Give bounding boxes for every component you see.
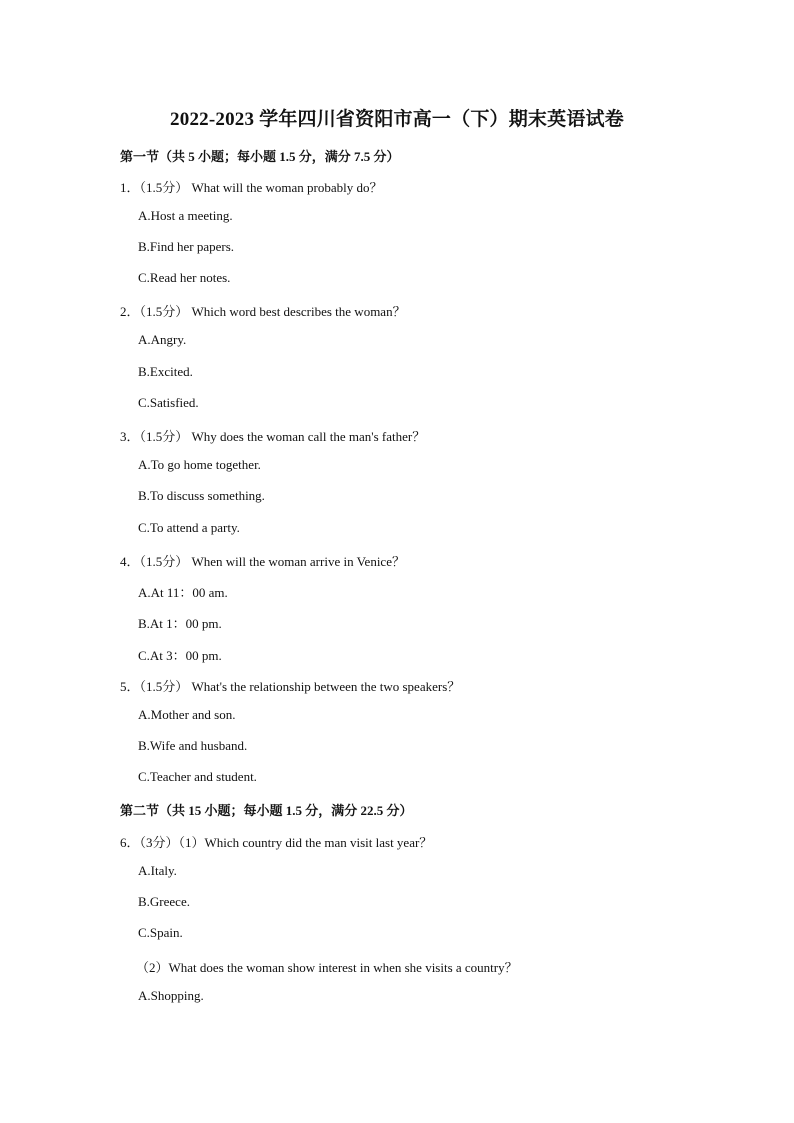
question-4: 4．（1.5分） When will the woman arrive in Venice？ [120,554,405,569]
question-5-option-b: B.Wife and husband. [138,738,248,753]
question-3-option-a: A.To go home together. [138,457,261,472]
question-2-option-a: A.Angry. [138,332,187,347]
question-4-option-b: B.At 1：00 pm. [138,616,222,631]
question-1-option-b: B.Find her papers. [138,239,235,254]
question-3: 3．（1.5分） Why does the woman call the man's father？ [120,429,426,444]
question-5: 5．（1.5分） What's the relationship between the two speakers？ [120,679,461,694]
question-3-option-c: C.To attend a party. [138,520,240,535]
question-6-option-a: A.Italy. [138,863,177,878]
question-2-option-b: B.Excited. [138,364,193,379]
question-6: 6．（3分）（1）Which country did the man visit last year？ [120,835,433,850]
exam-title: 2022-2023 学年四川省资阳市高一（下）期末英语试卷 [170,109,624,130]
question-6-option-b: B.Greece. [138,894,190,909]
question-4-option-a: A.At 11：00 am. [138,585,228,600]
section-1-heading: 第一节（共 5 小题；每小题 1.5 分，满分 7.5 分） [120,149,400,164]
question-1: 1．（1.5分） What will the woman probably do？ [120,180,383,195]
question-6-sub-2-option-a: A.Shopping. [138,988,204,1003]
question-4-option-c: C.At 3：00 pm. [138,648,222,663]
question-2-option-c: C.Satisfied. [138,395,199,410]
question-6-option-c: C.Spain. [138,925,183,940]
question-2: 2．（1.5分） Which word best describes the woman？ [120,304,406,319]
question-3-option-b: B.To discuss something. [138,488,265,503]
question-1-option-a: A.Host a meeting. [138,208,233,223]
question-5-option-c: C.Teacher and student. [138,769,257,784]
question-5-option-a: A.Mother and son. [138,707,236,722]
question-6-sub-2: （2）What does the woman show interest in when she visits a country？ [136,960,518,975]
section-2-heading: 第二节（共 15 小题；每小题 1.5 分，满分 22.5 分） [120,803,413,818]
question-1-option-c: C.Read her notes. [138,270,231,285]
